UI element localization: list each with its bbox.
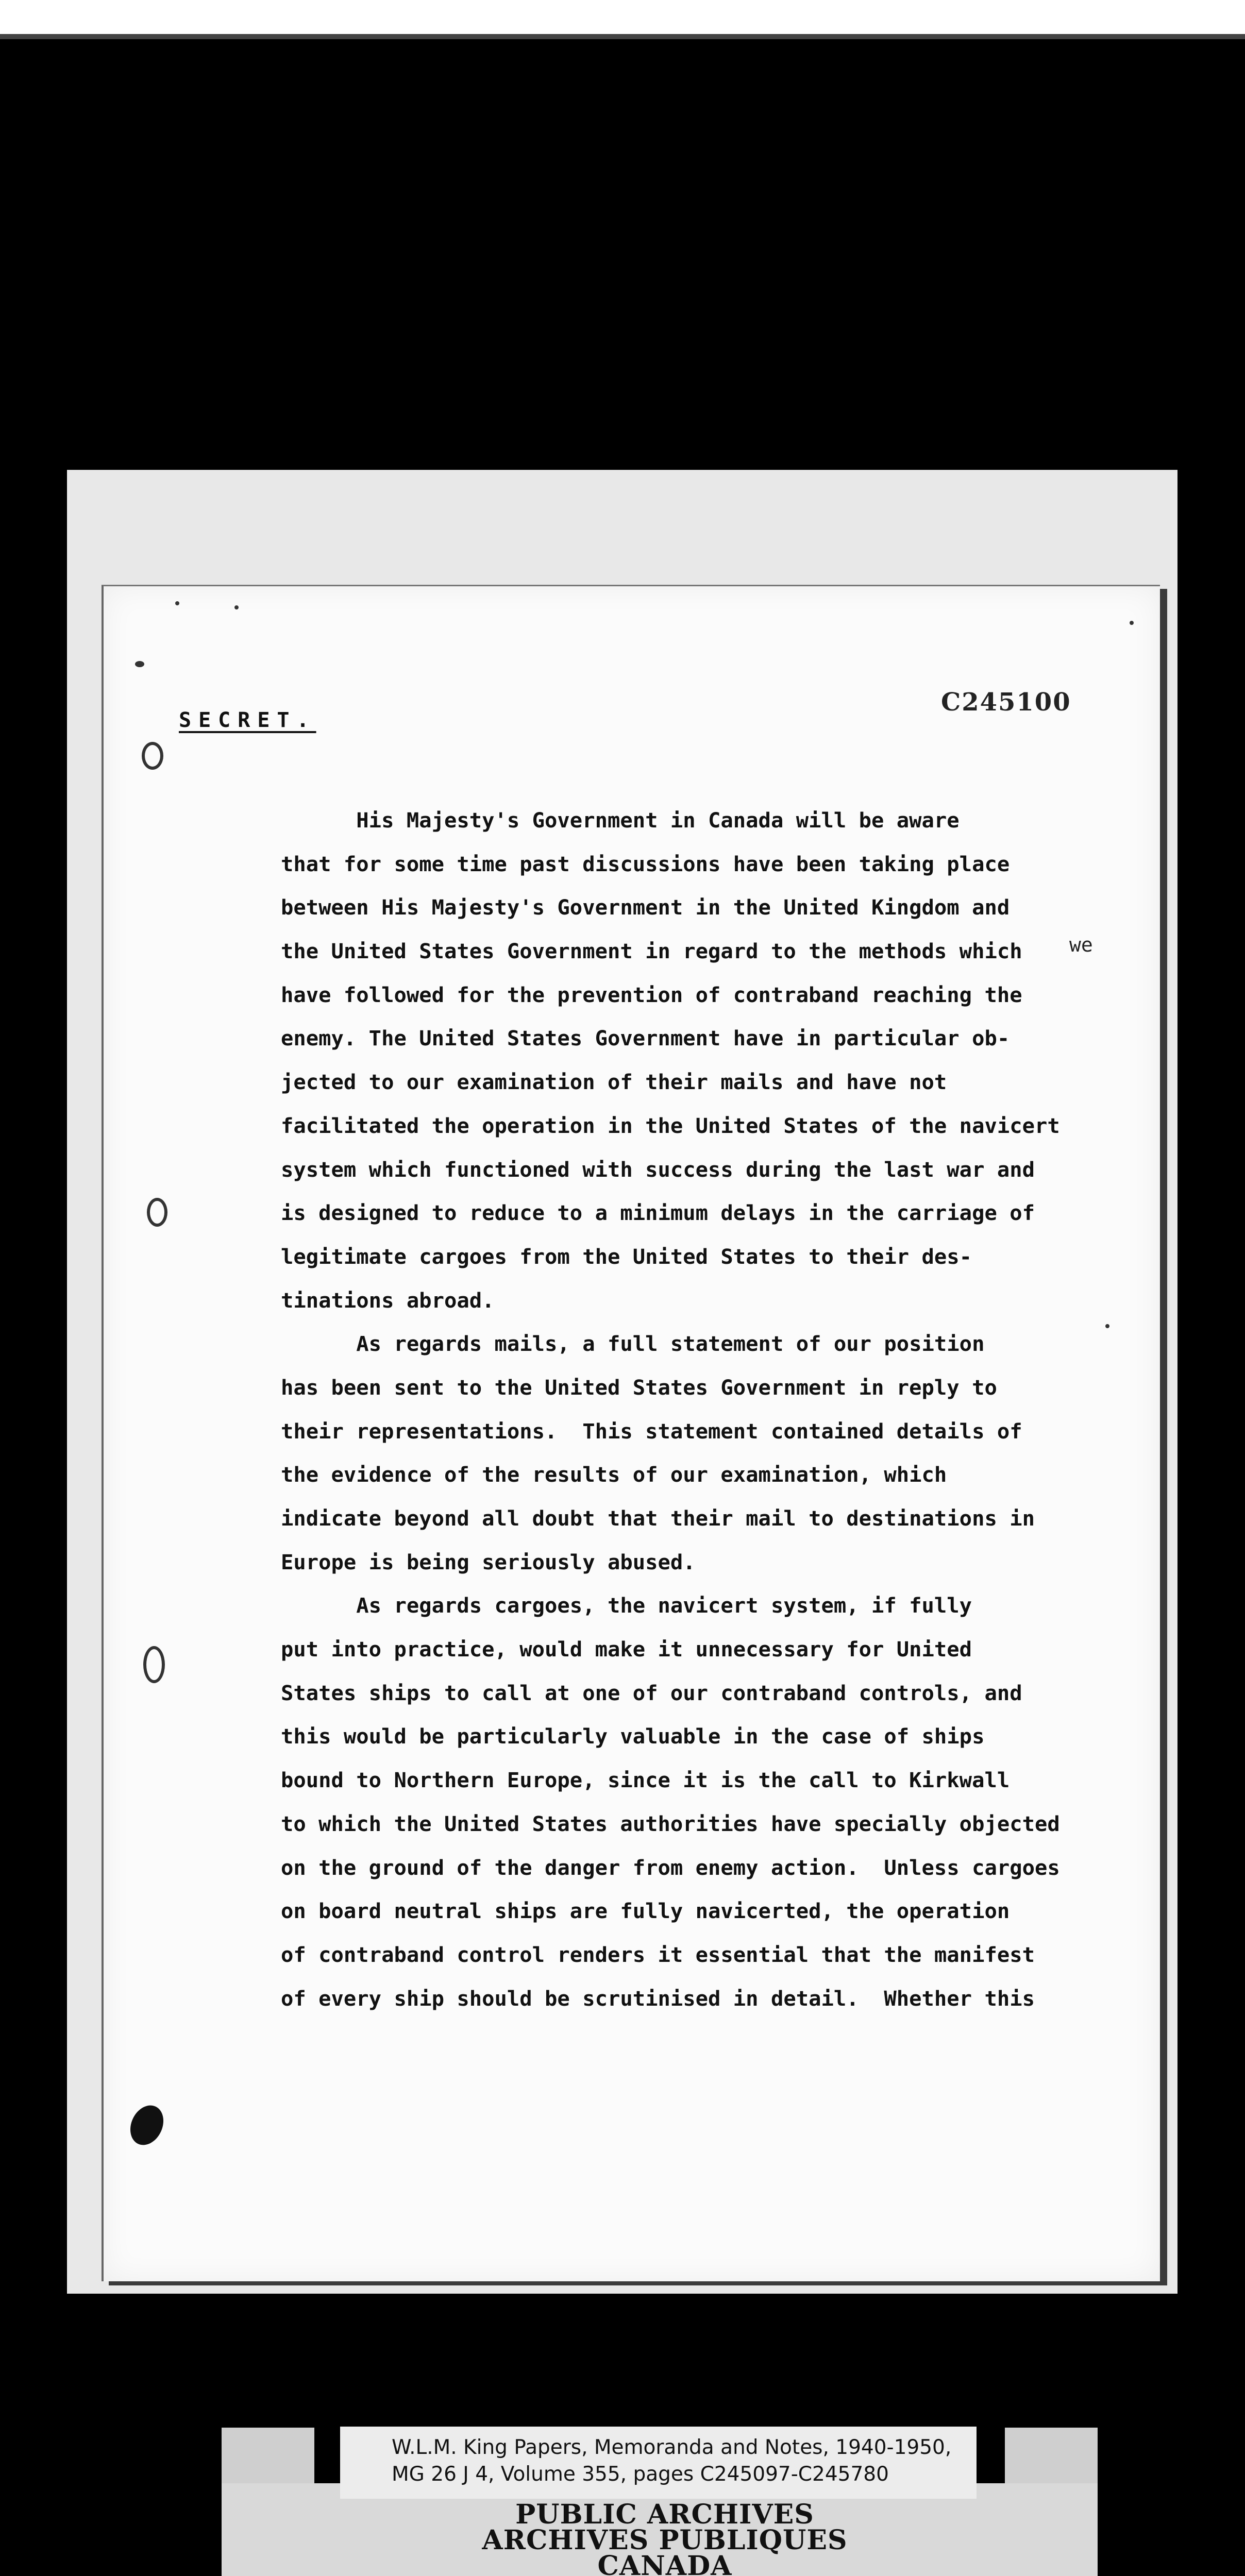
body-line: the evidence of the results of our examination, which bbox=[281, 1462, 947, 1487]
body-line: His Majesty's Government in Canada will be aware bbox=[281, 808, 960, 833]
classification-heading: SECRET. bbox=[179, 708, 316, 732]
speck-4 bbox=[1105, 1324, 1109, 1328]
body-line: of contraband control renders it essential that the manifest bbox=[281, 1942, 1035, 1967]
punch-hole-lower bbox=[143, 1646, 165, 1683]
body-line: on the ground of the danger from enemy action. Unless cargoes bbox=[281, 1855, 1060, 1880]
archive-label-line-2: MG 26 J 4, Volume 355, pages C245097-C245780 bbox=[392, 2463, 889, 2486]
body-line: indicate beyond all doubt that their mail to destinations in bbox=[281, 1506, 1035, 1531]
document-number: C245100 bbox=[941, 688, 1071, 717]
body-line: As regards mails, a full statement of our position bbox=[281, 1331, 985, 1357]
body-line: of every ship should be scrutinised in detail. Whether this bbox=[281, 1986, 1035, 2011]
body-line: system which functioned with success during the last war and bbox=[281, 1157, 1035, 1182]
body-line: this would be particularly valuable in the case of ships bbox=[281, 1724, 985, 1749]
stamp-line-canada: CANADA bbox=[597, 2550, 732, 2576]
body-line: Europe is being seriously abused. bbox=[281, 1549, 696, 1574]
body-line: that for some time past discussions have been taking place bbox=[281, 851, 1010, 876]
stamp-line-archives-publiques: ARCHIVES PUBLIQUES bbox=[482, 2524, 848, 2556]
body-line: on board neutral ships are fully navicerted, the operation bbox=[281, 1899, 1010, 1924]
body-line: legitimate cargoes from the United States to their des- bbox=[281, 1244, 972, 1269]
top-margin-strip bbox=[0, 0, 1245, 35]
stamp-tab-left bbox=[222, 2428, 314, 2489]
body-line: jected to our examination of their mails and have not bbox=[281, 1070, 947, 1095]
body-line: has been sent to the United States Government in reply to bbox=[281, 1375, 997, 1400]
body-line: facilitated the operation in the United States of the navicert bbox=[281, 1113, 1060, 1138]
body-line: the United States Government in regard to the methods which bbox=[281, 939, 1022, 964]
punch-hole-top bbox=[142, 742, 163, 770]
body-line: to which the United States authorities have specially objected bbox=[281, 1811, 1060, 1836]
speck-5 bbox=[1130, 621, 1134, 625]
top-margin-shadow bbox=[0, 34, 1245, 39]
body-line: their representations. This statement contained details of bbox=[281, 1418, 1022, 1444]
speck-1 bbox=[175, 601, 179, 605]
body-line: enemy. The United States Government have in particular ob- bbox=[281, 1026, 1010, 1051]
body-line: put into practice, would make it unnecessary for United bbox=[281, 1637, 972, 1662]
archive-label-line-1: W.L.M. King Papers, Memoranda and Notes, 1940-1950, bbox=[392, 2436, 952, 2459]
body-line: is designed to reduce to a minimum delays in the carriage of bbox=[281, 1200, 1035, 1226]
document-body bbox=[281, 799, 1060, 2020]
stamp-tab-right bbox=[1005, 2428, 1098, 2489]
speck-2 bbox=[234, 605, 239, 609]
margin-insertion-note: we bbox=[1069, 934, 1093, 956]
body-line: States ships to call at one of our contraband controls, and bbox=[281, 1680, 1022, 1705]
body-line: As regards cargoes, the navicert system, if fully bbox=[281, 1593, 972, 1618]
body-line: between His Majesty's Government in the United Kingdom and bbox=[281, 895, 1010, 920]
body-line: tinations abroad. bbox=[281, 1287, 495, 1313]
speck-3 bbox=[135, 661, 144, 667]
stamp-line-public-archives: PUBLIC ARCHIVES bbox=[515, 2499, 814, 2530]
body-line: have followed for the prevention of contraband reaching the bbox=[281, 982, 1022, 1007]
punch-hole-middle bbox=[147, 1198, 167, 1227]
body-line: bound to Northern Europe, since it is the call to Kirkwall bbox=[281, 1768, 1010, 1793]
